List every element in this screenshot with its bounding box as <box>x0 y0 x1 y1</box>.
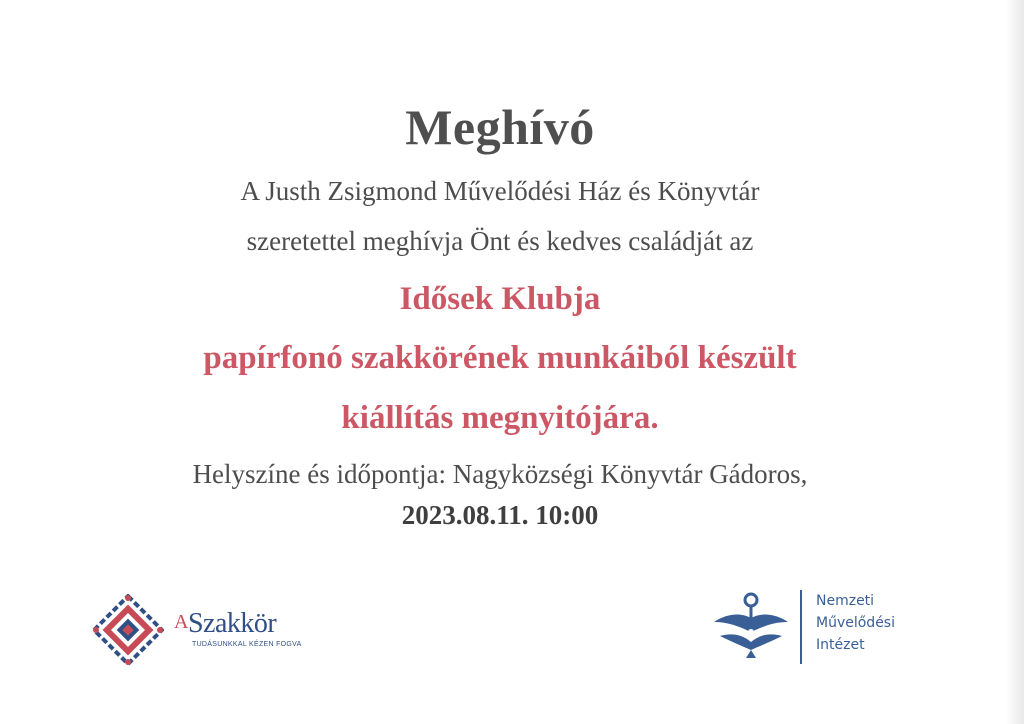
nmi-logo-line-2: Művelődési <box>816 615 895 631</box>
highlight-line-2: papírfonó szakkörének munkáiból készült <box>203 340 797 376</box>
intro-line-2: szeretettel meghívja Önt és kedves családját az <box>246 226 754 256</box>
highlight-line-1: Idősek Klubja <box>399 281 601 317</box>
szakkor-logo-wordmark: Szakkör <box>187 608 277 639</box>
page-title: Meghívó <box>405 99 595 155</box>
nmi-logo <box>710 586 910 672</box>
szakkor-logo-tagline: TUDÁSUNKKAL KÉZEN FOGVA <box>192 641 302 648</box>
nmi-logo-text <box>816 590 895 656</box>
nmi-logo-divider <box>800 590 802 664</box>
venue-line: Helyszíne és időpontja: Nagyközségi Könyvtár Gádoros, <box>192 459 808 489</box>
event-datetime: 2023.08.11. 10:00 <box>401 500 599 530</box>
nmi-logo-line-3: Intézet <box>816 637 865 653</box>
page-edge-shadow <box>1006 0 1024 724</box>
highlight-line-3: kiállítás megnyitójára. <box>341 400 659 436</box>
szakkor-logo <box>92 594 332 666</box>
szakkor-logo-prefix: A <box>174 611 188 633</box>
nmi-logo-line-1: Nemzeti <box>816 593 875 609</box>
folk-ornament-icon <box>92 594 164 666</box>
folk-bird-motif-icon <box>710 592 792 664</box>
intro-line-1: A Justh Zsigmond Művelődési Ház és Könyvtár <box>240 176 760 206</box>
szakkor-logo-name <box>174 608 276 640</box>
